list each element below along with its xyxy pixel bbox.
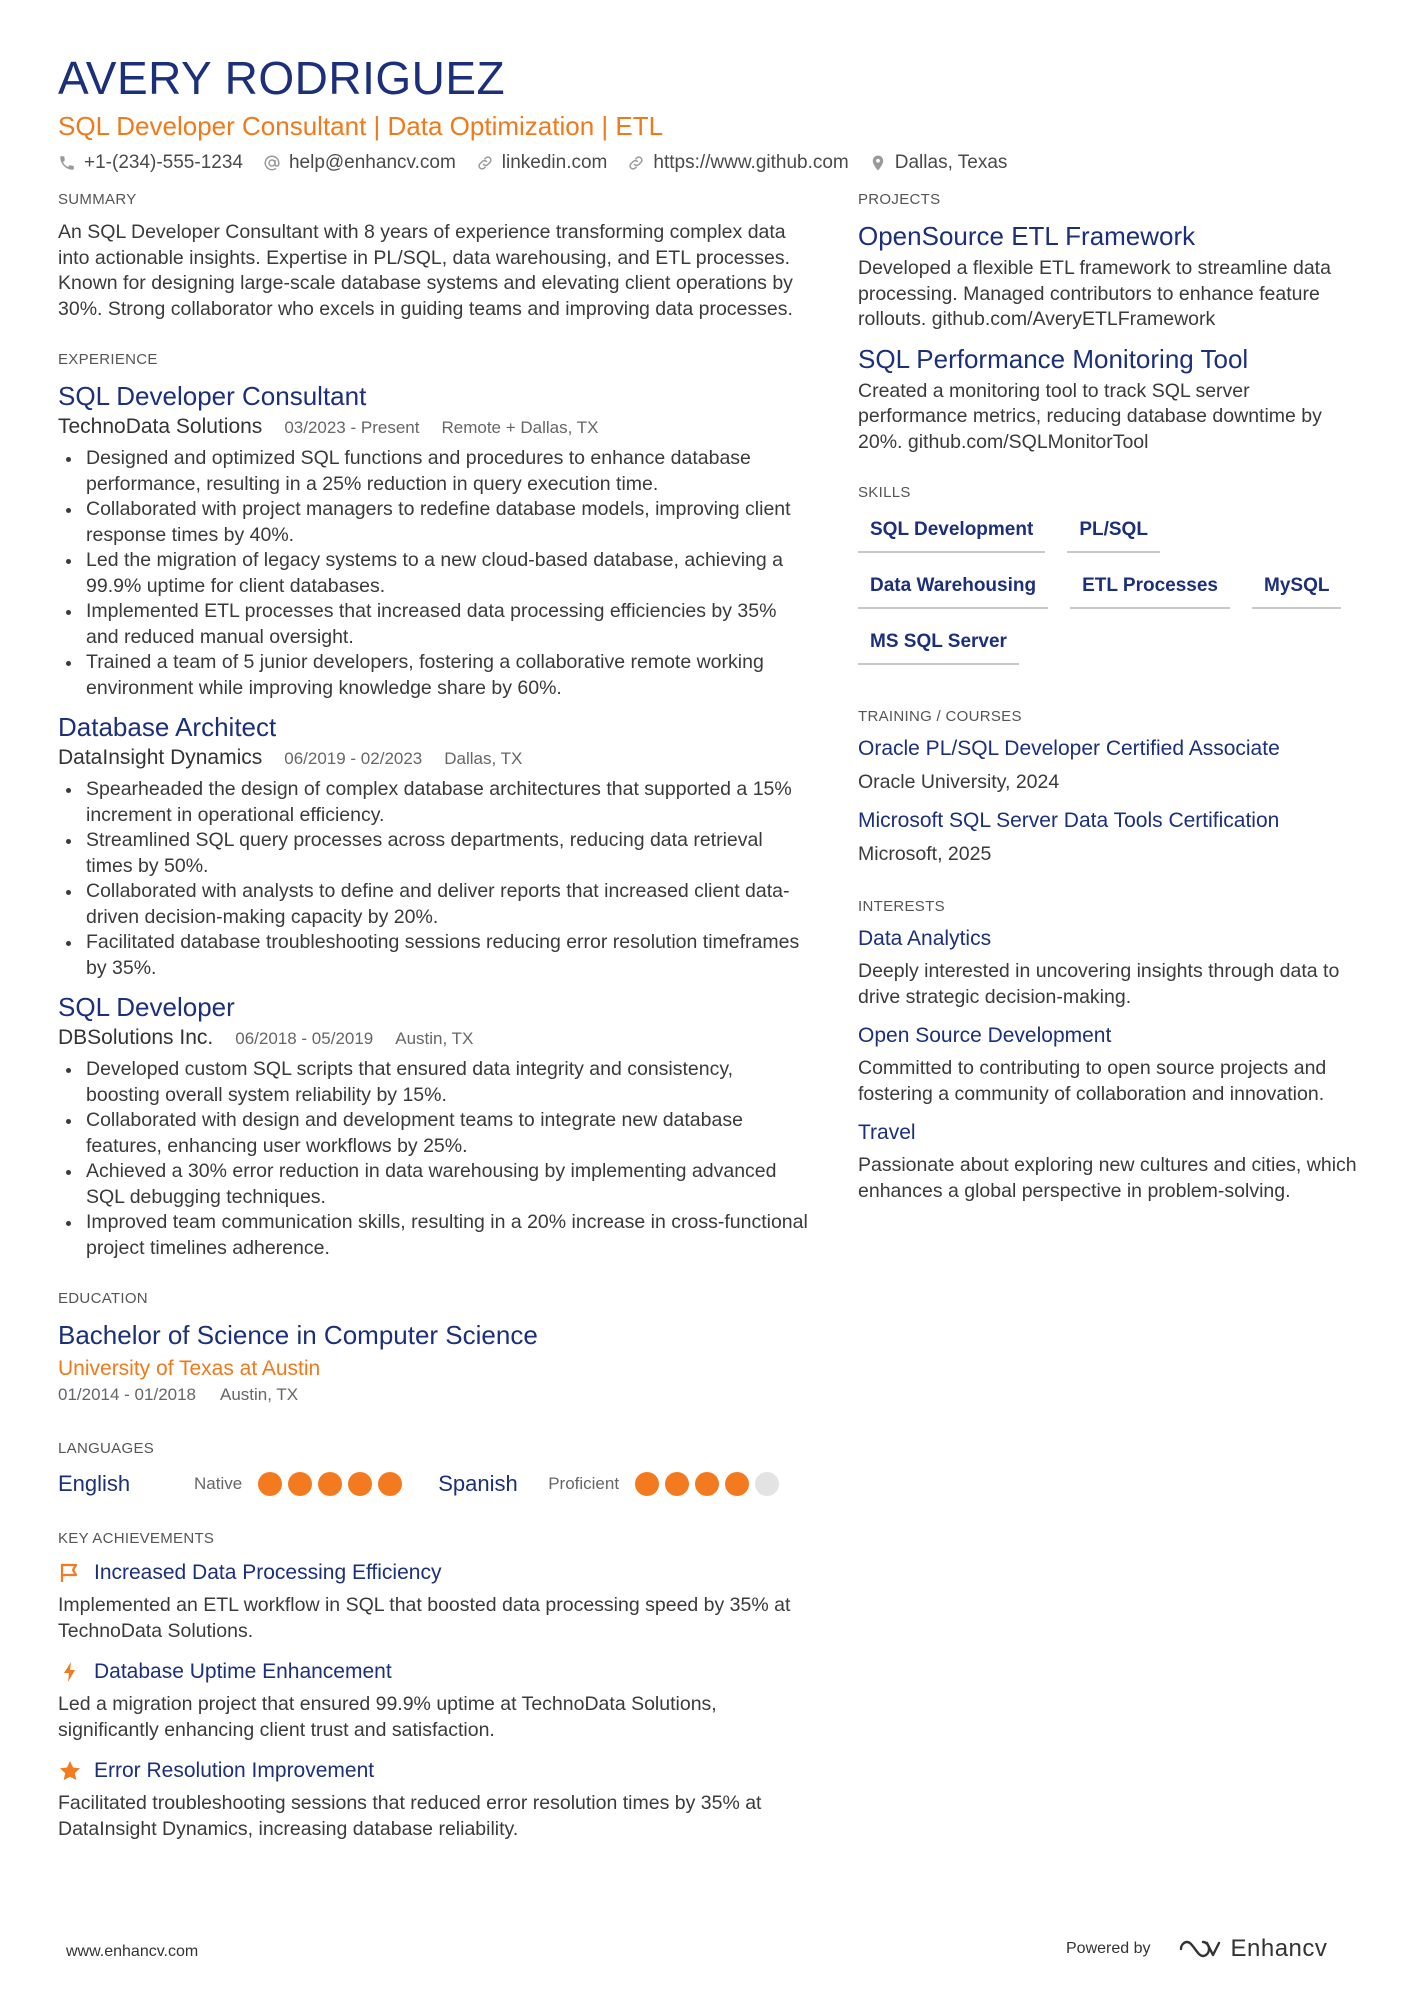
projects-heading: PROJECTS xyxy=(858,191,941,208)
job-title: SQL Developer xyxy=(58,992,235,1022)
footer-website[interactable]: www.enhancv.com xyxy=(66,1943,199,1960)
summary-text: An SQL Developer Consultant with 8 years of experience transforming complex data into actionable insights. Expertise in PL/SQL, data warehousing, and ETL processes. Known for designing large-scale database systems and elevating client operations by 30%. Strong collaborator who excels in guiding teams and improving data processes. xyxy=(58,221,793,320)
job-bullet: Developed custom SQL scripts that ensured data integrity and consistency, boosting overall system reliability by 15%. xyxy=(58,1057,808,1108)
job-bullet: Implemented ETL processes that increased data processing efficiencies by 35% and reduced manual oversight. xyxy=(58,599,808,650)
job-entry xyxy=(58,380,808,701)
language-level: Proficient xyxy=(548,1474,620,1493)
job-bullets xyxy=(58,777,808,981)
interest-item xyxy=(858,925,1358,1010)
contact-location xyxy=(869,150,1008,176)
language-item xyxy=(58,1471,402,1497)
link-icon xyxy=(627,154,645,172)
job-bullet: Streamlined SQL query processes across departments, reducing data retrieval times by 50%. xyxy=(58,828,808,879)
experience-section xyxy=(58,350,808,1261)
job-entry xyxy=(58,711,808,981)
education-location: Austin, TX xyxy=(220,1385,299,1404)
achievement-item xyxy=(58,1658,808,1743)
project-title: SQL Performance Monitoring Tool xyxy=(858,343,1249,374)
interest-title: Open Source Development xyxy=(858,1024,1112,1047)
contact-phone[interactable] xyxy=(58,150,243,176)
achievements-section xyxy=(58,1529,808,1842)
right-column xyxy=(858,190,1358,1204)
course-title: Microsoft SQL Server Data Tools Certification xyxy=(858,809,1280,832)
github-text: https://www.github.com xyxy=(653,152,849,173)
job-meta xyxy=(58,745,808,771)
rating-dot-filled xyxy=(635,1472,659,1496)
interest-desc: Deeply interested in uncovering insights through data to drive strategic decision-making. xyxy=(858,960,1340,1008)
job-company: TechnoData Solutions xyxy=(58,415,263,438)
location-pin-icon xyxy=(869,154,887,172)
achievement-title: Error Resolution Improvement xyxy=(94,1759,375,1782)
education-meta xyxy=(58,1385,808,1405)
education-heading: EDUCATION xyxy=(58,1290,148,1307)
job-bullet: Trained a team of 5 junior developers, fostering a collaborative remote working environment while improving knowledge share by 60%. xyxy=(58,650,808,701)
course-item xyxy=(858,807,1358,867)
job-dates: 06/2018 - 05/2019 xyxy=(235,1029,374,1048)
project-title: OpenSource ETL Framework xyxy=(858,221,1196,251)
job-location: Dallas, TX xyxy=(444,749,523,768)
skills-section xyxy=(858,483,1358,665)
project-item xyxy=(858,343,1358,456)
brand-name: Enhancv xyxy=(1230,1935,1328,1962)
job-bullet: Facilitated database troubleshooting sessions reducing error resolution timeframes by 35%. xyxy=(58,930,808,981)
resume-header xyxy=(58,52,1358,176)
lightning-bolt-icon xyxy=(58,1660,82,1684)
job-location: Austin, TX xyxy=(395,1029,474,1048)
summary-section xyxy=(58,190,808,322)
language-name: English xyxy=(58,1471,131,1496)
phone-icon xyxy=(58,154,76,172)
training-heading: TRAINING / COURSES xyxy=(858,708,1022,725)
job-title: Database Architect xyxy=(58,712,277,742)
interest-title: Data Analytics xyxy=(858,927,992,950)
flag-icon xyxy=(58,1561,82,1585)
job-bullets xyxy=(58,446,808,701)
languages-section xyxy=(58,1439,808,1497)
project-item xyxy=(858,220,1358,333)
job-title: SQL Developer Consultant xyxy=(58,381,367,411)
rating-dot-filled xyxy=(258,1472,282,1496)
contact-row xyxy=(58,150,1358,176)
training-section xyxy=(858,707,1358,867)
skills-heading: SKILLS xyxy=(858,484,911,501)
job-bullet: Improved team communication skills, resulting in a 20% increase in cross-functional project timelines adherence. xyxy=(58,1210,808,1261)
job-bullets xyxy=(58,1057,808,1261)
candidate-tagline: SQL Developer Consultant | Data Optimization | ETL xyxy=(58,111,664,141)
course-provider: Oracle University, 2024 xyxy=(858,771,1060,793)
interest-title: Travel xyxy=(858,1121,916,1144)
interests-section xyxy=(858,897,1358,1204)
rating-dot-filled xyxy=(725,1472,749,1496)
experience-heading: EXPERIENCE xyxy=(58,351,158,368)
job-bullet: Achieved a 30% error reduction in data warehousing by implementing advanced SQL debugging techniques. xyxy=(58,1159,808,1210)
language-name: Spanish xyxy=(438,1471,518,1496)
achievement-title: Database Uptime Enhancement xyxy=(94,1660,392,1683)
job-bullet: Collaborated with analysts to define and deliver reports that increased client data-driven decision-making capacity by 20%. xyxy=(58,879,808,930)
powered-by-text: Powered by xyxy=(1066,1940,1151,1957)
skills-list xyxy=(858,517,1358,665)
achievement-desc: Facilitated troubleshooting sessions that reduced error resolution times by 35% at DataInsight Dynamics, increasing database reliability. xyxy=(58,1792,762,1840)
course-title: Oracle PL/SQL Developer Certified Associate xyxy=(858,737,1280,760)
project-desc: Created a monitoring tool to track SQL server performance metrics, reducing database downtime by 20%. github.com/SQLMonitorTool xyxy=(858,379,1322,453)
rating-dot-filled xyxy=(665,1472,689,1496)
skill-tag: SQL Development xyxy=(858,517,1045,553)
education-degree: Bachelor of Science in Computer Science xyxy=(58,1320,538,1350)
job-dates: 06/2019 - 02/2023 xyxy=(284,749,423,768)
skill-tag: MySQL xyxy=(1252,573,1341,609)
language-rating xyxy=(635,1472,779,1496)
rating-dot-filled xyxy=(288,1472,312,1496)
job-bullet: Spearheaded the design of complex database architectures that supported a 15% increment in operational efficiency. xyxy=(58,777,808,828)
star-icon xyxy=(58,1759,82,1783)
job-dates: 03/2023 - Present xyxy=(284,418,420,437)
phone-text: +1-(234)-555-1234 xyxy=(84,152,243,173)
interests-heading: INTERESTS xyxy=(858,898,945,915)
job-company: DBSolutions Inc. xyxy=(58,1026,214,1049)
rating-dot-filled xyxy=(695,1472,719,1496)
projects-section xyxy=(858,190,1358,455)
enhancv-logo[interactable] xyxy=(1177,1935,1328,1963)
enhancv-logo-icon xyxy=(1177,1937,1223,1961)
course-provider: Microsoft, 2025 xyxy=(858,843,992,865)
job-bullet: Designed and optimized SQL functions and procedures to enhance database performance, resulting in a 25% reduction in query execution time. xyxy=(58,446,808,497)
rating-dot-filled xyxy=(378,1472,402,1496)
job-entry xyxy=(58,991,808,1261)
interest-item xyxy=(858,1119,1358,1204)
job-meta xyxy=(58,414,808,440)
job-bullet: Collaborated with design and development teams to integrate new database features, enhancing user workflows by 25%. xyxy=(58,1108,808,1159)
skill-tag: PL/SQL xyxy=(1067,517,1160,553)
job-location: Remote + Dallas, TX xyxy=(441,418,599,437)
job-bullet: Collaborated with project managers to redefine database models, improving client response times by 40%. xyxy=(58,497,808,548)
achievement-item xyxy=(58,1559,808,1644)
language-item xyxy=(438,1471,779,1497)
achievement-desc: Led a migration project that ensured 99.9% uptime at TechnoData Solutions, significantly enhancing client trust and satisfaction. xyxy=(58,1693,717,1741)
summary-heading: SUMMARY xyxy=(58,191,137,208)
email-text: help@enhancv.com xyxy=(288,152,456,173)
project-desc: Developed a flexible ETL framework to streamline data processing. Managed contributors to enhance feature rollouts. github.com/AveryETLFramework xyxy=(858,257,1331,330)
skill-tag: MS SQL Server xyxy=(858,629,1019,665)
job-company: DataInsight Dynamics xyxy=(58,746,263,769)
education-dates: 01/2014 - 01/2018 xyxy=(58,1385,197,1404)
achievement-desc: Implemented an ETL workflow in SQL that boosted data processing speed by 35% at TechnoData Solutions. xyxy=(58,1594,791,1642)
language-rating xyxy=(258,1472,402,1496)
rating-dot-filled xyxy=(348,1472,372,1496)
contact-github[interactable] xyxy=(627,150,848,176)
footer-branding xyxy=(1066,1935,1327,1963)
left-column xyxy=(58,190,808,1842)
languages-row xyxy=(58,1471,808,1497)
education-section xyxy=(58,1289,808,1405)
location-text: Dallas, Texas xyxy=(894,152,1008,173)
interest-desc: Passionate about exploring new cultures and cities, which enhances a global perspective in problem-solving. xyxy=(858,1154,1357,1202)
skill-tag: Data Warehousing xyxy=(858,573,1048,609)
course-item xyxy=(858,735,1358,795)
languages-heading: LANGUAGES xyxy=(58,1440,155,1457)
achievement-title: Increased Data Processing Efficiency xyxy=(94,1561,442,1584)
contact-email[interactable] xyxy=(263,150,456,176)
at-icon xyxy=(263,154,281,172)
skill-tag: ETL Processes xyxy=(1070,573,1230,609)
rating-dot-filled xyxy=(318,1472,342,1496)
link-icon xyxy=(476,154,494,172)
rating-dot-empty xyxy=(755,1472,779,1496)
education-school: University of Texas at Austin xyxy=(58,1357,321,1380)
achievement-item xyxy=(58,1757,808,1842)
achievements-heading: KEY ACHIEVEMENTS xyxy=(58,1530,215,1547)
job-meta xyxy=(58,1025,808,1051)
contact-linkedin[interactable] xyxy=(476,150,608,176)
candidate-name: AVERY RODRIGUEZ xyxy=(58,52,506,104)
language-level: Native xyxy=(194,1474,243,1493)
interest-item xyxy=(858,1022,1358,1107)
linkedin-text: linkedin.com xyxy=(501,152,608,173)
interest-desc: Committed to contributing to open source projects and fostering a community of collaboration and innovation. xyxy=(858,1057,1327,1105)
job-bullet: Led the migration of legacy systems to a new cloud-based database, achieving a 99.9% uptime for client databases. xyxy=(58,548,808,599)
